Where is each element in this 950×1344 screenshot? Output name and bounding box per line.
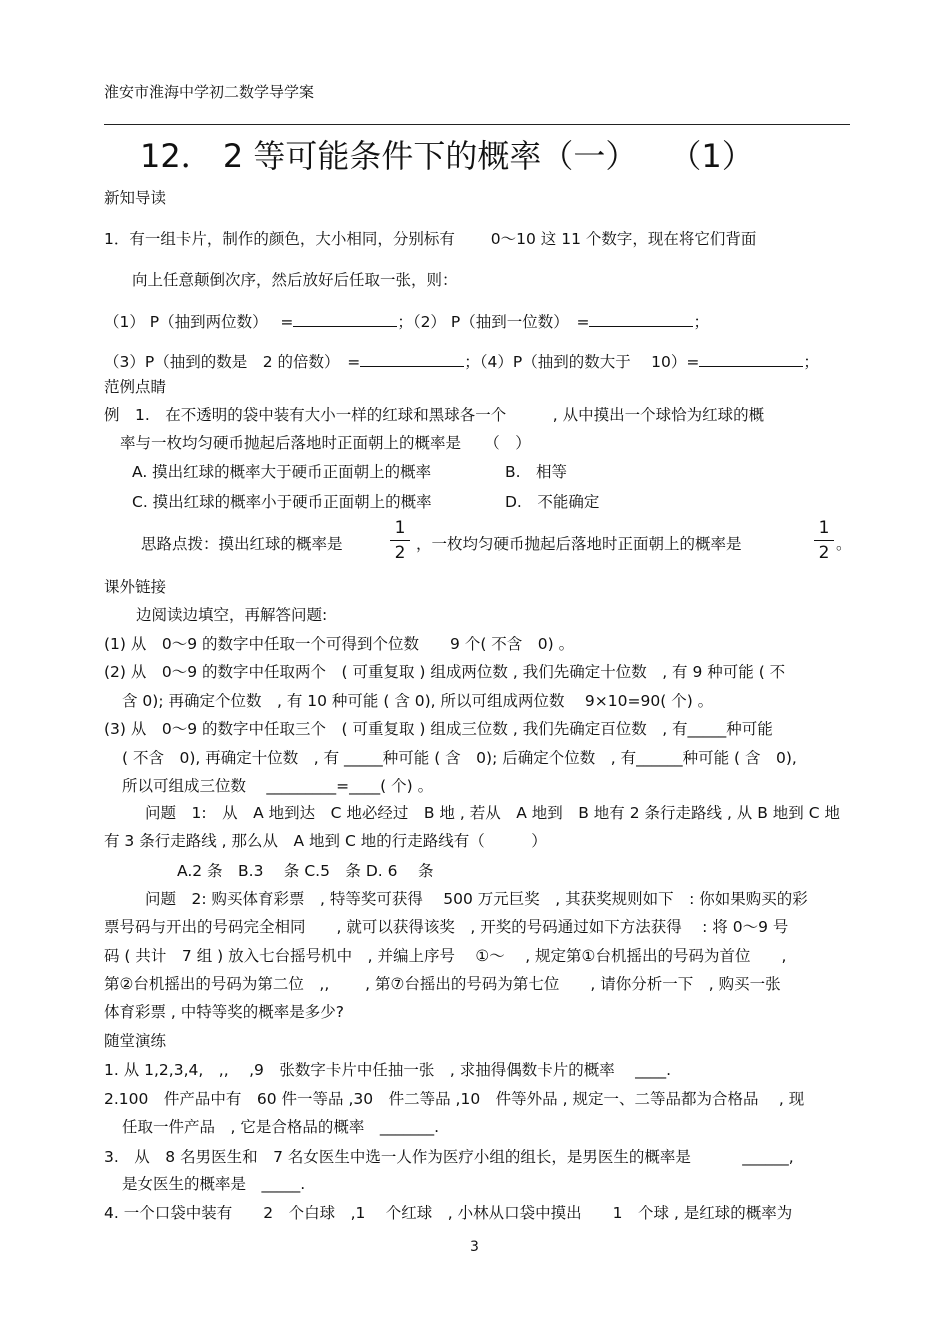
counting-item-3-line-3: 所以可组成三位数 _________=____( 个) 。 xyxy=(122,777,434,795)
probability-row-2 xyxy=(104,351,819,372)
hint-text-2: ，一枚均匀硬币抛起后落地时正面朝上的概率是 xyxy=(416,535,742,553)
exercise-3-line-2: 是女医生的概率是 _____. xyxy=(122,1175,306,1193)
header-rule xyxy=(104,124,850,125)
counting-item-3-line-2: ( 不含 0), 再确定十位数 , 有 _____种可能 ( 含 0); 后确定个位数 , 有______种可能 ( 含 0), xyxy=(122,749,797,767)
problem-2-line-1: 问题 2: 购买体育彩票 , 特等奖可获得 500 万元巨奖 , 其获奖规则如下 : 你如果购买的彩 xyxy=(145,890,808,908)
hint-text-1: 思路点拨：摸出红球的概率是 xyxy=(141,535,343,553)
section-heading-extra-links: 课外链接 xyxy=(104,578,167,596)
hint-end: 。 xyxy=(836,535,852,553)
fraction-2-numerator: 1 xyxy=(818,518,830,538)
probability-2-label: ；（2） P（抽到一位数） = xyxy=(397,313,590,331)
probability-3-label: （3）P（抽到的数是 2 的倍数） = xyxy=(104,353,361,371)
exercise-2-line-2: 任取一件产品 , 它是合格品的概率 _______. xyxy=(122,1118,440,1136)
problem-1-line-2: 有 3 条行走路线 , 那么从 A 地到 C 地的行走路线有（ ） xyxy=(104,832,547,850)
example-1-line-1: 例 1. 在不透明的袋中装有大小一样的红球和黑球各一个 , 从中摸出一个球恰为红球的概 xyxy=(104,406,765,424)
problem-1-options: A.2 条 B.3 条 C.5 条 D. 6 条 xyxy=(177,862,434,880)
fraction-2-denominator: 2 xyxy=(818,543,830,563)
problem-2-line-2: 票号码与开出的号码完全相同 , 就可以获得该奖 , 开奖的号码通过如下方法获得 : 将 0～9 号 xyxy=(104,918,789,936)
fraction-one-half-2 xyxy=(813,518,835,563)
page-number: 3 xyxy=(470,1239,479,1255)
fraction-1-denominator: 2 xyxy=(394,543,406,563)
exercise-2-line-1: 2.100 件产品中有 60 件一等品 ,30 件二等品 ,10 件等外品 , 规定一、二等品都为合格品 , 现 xyxy=(104,1090,805,1108)
option-a: A. 摸出红球的概率大于硬币正面朝上的概率 xyxy=(132,463,432,481)
option-c: C. 摸出红球的概率小于硬币正面朝上的概率 xyxy=(132,493,432,511)
answer-blank-1[interactable] xyxy=(293,311,397,327)
probability-row-1 xyxy=(104,311,709,332)
fraction-1-bar xyxy=(390,540,410,541)
page-title: 12． 2 等可能条件下的概率（一） （1） xyxy=(140,137,754,175)
probability-4-label: ；（4）P（抽到的数大于 10）= xyxy=(464,353,700,371)
section-heading-examples: 范例点睛 xyxy=(104,378,167,396)
fraction-2-bar xyxy=(814,540,834,541)
counting-item-2-line-2: 含 0); 再确定个位数 , 有 10 种可能 ( 含 0), 所以可组成两位数 9×10=90( 个) 。 xyxy=(122,692,714,710)
question-1-line-1: 1．有一组卡片，制作的颜色，大小相同，分别标有 0～10 这 11 个数字，现在将它们背面 xyxy=(104,230,757,248)
question-1-line-2: 向上任意颠倒次序，然后放好后任取一张，则： xyxy=(132,271,458,289)
problem-2-line-3: 码 ( 共计 7 组 ) 放入七台摇号机中 , 并编上序号 ①～ , 规定第①台机摇出的号码为首位 , xyxy=(104,947,787,965)
section-heading-new-knowledge: 新知导读 xyxy=(104,189,167,207)
reading-intro: 边阅读边填空，再解答问题: xyxy=(136,606,328,624)
option-b: B. 相等 xyxy=(505,463,568,481)
problem-2-line-4: 第②台机摇出的号码为第二位 ,, , 第⑦台摇出的号码为第七位 , 请你分析一下 , 购买一张 xyxy=(104,975,781,993)
probability-1-label: （1） P（抽到两位数） = xyxy=(104,313,294,331)
exercise-1: 1. 从 1,2,3,4, ,, ,9 张数字卡片中任抽一张 , 求抽得偶数卡片的概率 ____. xyxy=(104,1061,672,1079)
section-heading-practice: 随堂演练 xyxy=(104,1032,167,1050)
option-d: D. 不能确定 xyxy=(505,493,600,511)
document-header: 淮安市淮海中学初二数学导学案 xyxy=(104,83,315,101)
probability-2-end: ； xyxy=(693,313,709,331)
answer-blank-2[interactable] xyxy=(589,311,693,327)
exercise-4: 4. 一个口袋中装有 2 个白球 ,1 个红球 , 小林从口袋中摸出 1 个球 , 是红球的概率为 xyxy=(104,1204,793,1222)
counting-item-1: (1) 从 0～9 的数字中任取一个可得到个位数 9 个( 不含 0) 。 xyxy=(104,635,575,653)
answer-blank-4[interactable] xyxy=(699,351,803,367)
probability-4-end: ； xyxy=(803,353,819,371)
example-1-line-2: 率与一枚均匀硬币抛起后落地时正面朝上的概率是 （ ） xyxy=(120,434,531,452)
answer-blank-3[interactable] xyxy=(360,351,464,367)
problem-2-line-5: 体育彩票 , 中特等奖的概率是多少? xyxy=(104,1003,345,1021)
counting-item-2-line-1: (2) 从 0～9 的数字中任取两个 ( 可重复取 ) 组成两位数 , 我们先确定十位数 , 有 9 种可能 ( 不 xyxy=(104,663,786,681)
problem-1-line-1: 问题 1: 从 A 地到达 C 地必经过 B 地 , 若从 A 地到 B 地有 2 条行走路线 , 从 B 地到 C 地 xyxy=(145,804,840,822)
counting-item-3-line-1: (3) 从 0～9 的数字中任取三个 ( 可重复取 ) 组成三位数 , 我们先确定百位数 , 有_____种可能 xyxy=(104,720,773,738)
fraction-one-half-1 xyxy=(389,518,411,563)
exercise-3-line-1: 3. 从 8 名男医生和 7 名女医生中选一人作为医疗小组的组长，是男医生的概率是 ______, xyxy=(104,1148,794,1166)
fraction-1-numerator: 1 xyxy=(394,518,406,538)
